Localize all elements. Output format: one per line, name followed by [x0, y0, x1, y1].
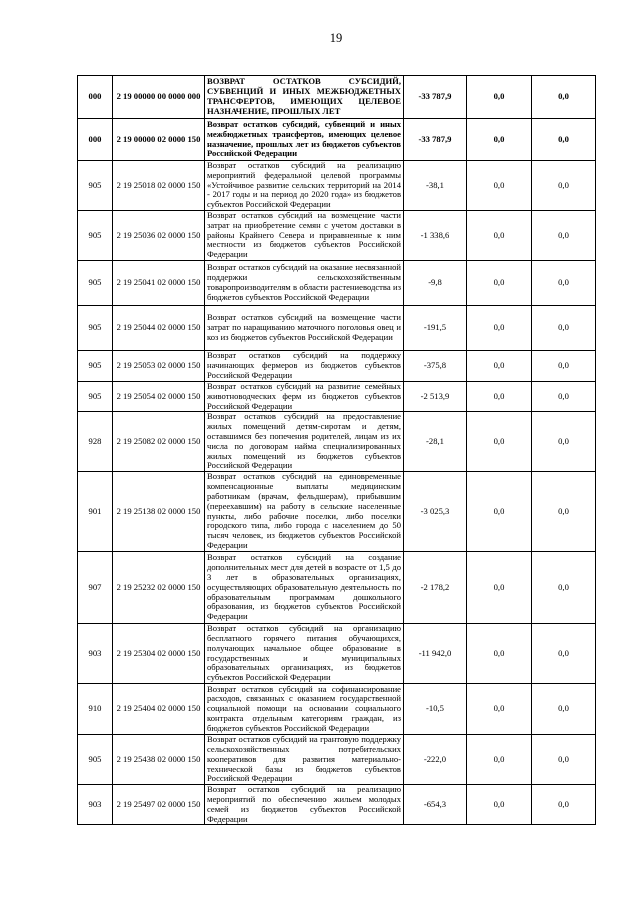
amount-3-cell: 0,0 — [532, 735, 596, 785]
amount-1-cell: -2 513,9 — [404, 382, 467, 412]
amount-1-cell: -2 178,2 — [404, 552, 467, 624]
revenue-name-cell: Возврат остатков субсидий на единовременные компенсационные выплаты медицинским работникам (врачам, фельдшерам), прибывшим (переехавшим) на работу в сельские населенные пункты, либо рабочие поселки, либо поселки городского типа, либо города с населением до 50 тысяч человек, из бюджетов субъектов Российской Федерации — [205, 472, 404, 552]
amount-1-cell: -11 942,0 — [404, 624, 467, 684]
table-row — [78, 735, 596, 785]
table-body — [78, 76, 596, 825]
amount-2-cell: 0,0 — [467, 211, 532, 261]
table-row — [78, 76, 596, 119]
amount-2-cell: 0,0 — [467, 472, 532, 552]
budget-code-cell: 2 19 25044 02 0000 150 — [113, 306, 205, 351]
admin-code-cell: 000 — [78, 119, 113, 161]
amount-3-cell: 0,0 — [532, 382, 596, 412]
amount-2-cell: 0,0 — [467, 552, 532, 624]
amount-1-cell: -28,1 — [404, 412, 467, 472]
amount-2-cell: 0,0 — [467, 76, 532, 119]
page-number: 19 — [329, 31, 343, 45]
revenue-name-cell: Возврат остатков субсидий на возмещение части затрат по наращиванию маточного поголовья овец и коз из бюджетов субъектов Российской Федерации — [205, 306, 404, 351]
budget-code-cell: 2 19 25082 02 0000 150 — [113, 412, 205, 472]
budget-code-cell: 2 19 25018 02 0000 150 — [113, 161, 205, 211]
admin-code-cell: 901 — [78, 472, 113, 552]
budget-code-cell: 2 19 25438 02 0000 150 — [113, 735, 205, 785]
table-row — [78, 624, 596, 684]
revenue-name-cell: Возврат остатков субсидий на создание дополнительных мест для детей в возрасте от 1,5 до 3 лет в образовательных организациях, осуществляющих образовательную деятельность по образовательным программам дошкольного образования, из бюджетов субъектов Российской Федерации — [205, 552, 404, 624]
table-row — [78, 552, 596, 624]
budget-code-cell: 2 19 25036 02 0000 150 — [113, 211, 205, 261]
amount-2-cell: 0,0 — [467, 684, 532, 735]
revenue-name-cell: ВОЗВРАТ ОСТАТКОВ СУБСИДИЙ, СУБВЕНЦИЙ И ИНЫХ МЕЖБЮДЖЕТНЫХ ТРАНСФЕРТОВ, ИМЕЮЩИХ ЦЕЛЕВОЕ НАЗНАЧЕНИЕ, ПРОШЛЫХ ЛЕТ — [205, 76, 404, 119]
amount-3-cell: 0,0 — [532, 472, 596, 552]
budget-code-cell: 2 19 25304 02 0000 150 — [113, 624, 205, 684]
amount-3-cell: 0,0 — [532, 412, 596, 472]
amount-3-cell: 0,0 — [532, 306, 596, 351]
amount-1-cell: -33 787,9 — [404, 76, 467, 119]
revenue-name-cell: Возврат остатков субсидий на оказание несвязанной поддержки сельскохозяйственным товаропроизводителям в области растениеводства из бюджетов субъектов Российской Федерации — [205, 261, 404, 306]
amount-1-cell: -9,8 — [404, 261, 467, 306]
amount-3-cell: 0,0 — [532, 119, 596, 161]
admin-code-cell: 905 — [78, 382, 113, 412]
budget-code-cell: 2 19 25497 02 0000 150 — [113, 785, 205, 825]
table-row — [78, 211, 596, 261]
table-row — [78, 119, 596, 161]
budget-code-cell: 2 19 25138 02 0000 150 — [113, 472, 205, 552]
amount-2-cell: 0,0 — [467, 412, 532, 472]
amount-1-cell: -222,0 — [404, 735, 467, 785]
budget-code-cell: 2 19 00000 00 0000 000 — [113, 76, 205, 119]
admin-code-cell: 905 — [78, 306, 113, 351]
admin-code-cell: 905 — [78, 261, 113, 306]
admin-code-cell: 928 — [78, 412, 113, 472]
admin-code-cell: 905 — [78, 351, 113, 382]
admin-code-cell: 903 — [78, 624, 113, 684]
amount-3-cell: 0,0 — [532, 76, 596, 119]
admin-code-cell: 903 — [78, 785, 113, 825]
table-row — [78, 161, 596, 211]
table-row — [78, 382, 596, 412]
table-row — [78, 306, 596, 351]
amount-1-cell: -38,1 — [404, 161, 467, 211]
revenue-name-cell: Возврат остатков субсидий на реализацию мероприятий федеральной целевой программы «Устойчивое развитие сельских территорий на 2014 - 2017 годы и на период до 2020 года» из бюджетов субъектов Российской Федерации — [205, 161, 404, 211]
table-row — [78, 684, 596, 735]
admin-code-cell: 000 — [78, 76, 113, 119]
amount-3-cell: 0,0 — [532, 785, 596, 825]
budget-code-cell: 2 19 25404 02 0000 150 — [113, 684, 205, 735]
table-row — [78, 351, 596, 382]
revenue-name-cell: Возврат остатков субсидий на поддержку начинающих фермеров из бюджетов субъектов Российской Федерации — [205, 351, 404, 382]
revenue-name-cell: Возврат остатков субсидий на развитие семейных животноводческих ферм из бюджетов субъектов Российской Федерации — [205, 382, 404, 412]
amount-3-cell: 0,0 — [532, 351, 596, 382]
amount-3-cell: 0,0 — [532, 261, 596, 306]
admin-code-cell: 910 — [78, 684, 113, 735]
revenue-name-cell: Возврат остатков субсидий на софинансирование расходов, связанных с оказанием государственной социальной помощи на основании социального контракта отдельным категориям граждан, из бюджетов субъектов Российской Федерации — [205, 684, 404, 735]
admin-code-cell: 905 — [78, 161, 113, 211]
amount-1-cell: -10,5 — [404, 684, 467, 735]
table-row — [78, 785, 596, 825]
revenue-name-cell: Возврат остатков субсидий на грантовую поддержку сельскохозяйственных потребительских кооперативов для развития материально-технической базы из бюджетов субъектов Российской Федерации — [205, 735, 404, 785]
amount-1-cell: -3 025,3 — [404, 472, 467, 552]
amount-3-cell: 0,0 — [532, 624, 596, 684]
admin-code-cell: 907 — [78, 552, 113, 624]
amount-2-cell: 0,0 — [467, 351, 532, 382]
amount-3-cell: 0,0 — [532, 161, 596, 211]
amount-1-cell: -1 338,6 — [404, 211, 467, 261]
amount-2-cell: 0,0 — [467, 161, 532, 211]
amount-2-cell: 0,0 — [467, 624, 532, 684]
amount-2-cell: 0,0 — [467, 785, 532, 825]
amount-1-cell: -33 787,9 — [404, 119, 467, 161]
revenue-name-cell: Возврат остатков субсидий на возмещение части затрат на приобретение семян с учетом доставки в районы Крайнего Севера и приравненные к ним местности из бюджетов субъектов Российской Федерации — [205, 211, 404, 261]
amount-3-cell: 0,0 — [532, 684, 596, 735]
amount-1-cell: -191,5 — [404, 306, 467, 351]
budget-code-cell: 2 19 25232 02 0000 150 — [113, 552, 205, 624]
amount-2-cell: 0,0 — [467, 735, 532, 785]
amount-3-cell: 0,0 — [532, 211, 596, 261]
amount-2-cell: 0,0 — [467, 306, 532, 351]
revenue-name-cell: Возврат остатков субсидий, субвенций и иных межбюджетных трансфертов, имеющих целевое назначение, прошлых лет из бюджетов субъектов Российской Федерации — [205, 119, 404, 161]
table-row — [78, 412, 596, 472]
amount-1-cell: -654,3 — [404, 785, 467, 825]
revenue-name-cell: Возврат остатков субсидий на организацию бесплатного горячего питания обучающихся, получающих начальное общее образование в государственных и муниципальных образовательных организациях, из бюджетов субъектов Российской Федерации — [205, 624, 404, 684]
admin-code-cell: 905 — [78, 211, 113, 261]
budget-code-cell: 2 19 25053 02 0000 150 — [113, 351, 205, 382]
revenue-name-cell: Возврат остатков субсидий на реализацию мероприятий по обеспечению жильем молодых семей из бюджетов субъектов Российской Федерации — [205, 785, 404, 825]
table-row — [78, 261, 596, 306]
revenue-name-cell: Возврат остатков субсидий на предоставление жилых помещений детям-сиротам и детям, оставшимся без попечения родителей, лицам из их числа по договорам найма специализированных жилых помещений из бюджетов субъектов Российской Федерации — [205, 412, 404, 472]
admin-code-cell: 905 — [78, 735, 113, 785]
amount-2-cell: 0,0 — [467, 119, 532, 161]
amount-2-cell: 0,0 — [467, 382, 532, 412]
budget-table — [77, 75, 596, 825]
budget-code-cell: 2 19 25054 02 0000 150 — [113, 382, 205, 412]
amount-2-cell: 0,0 — [467, 261, 532, 306]
budget-code-cell: 2 19 25041 02 0000 150 — [113, 261, 205, 306]
table-row — [78, 472, 596, 552]
amount-3-cell: 0,0 — [532, 552, 596, 624]
amount-1-cell: -375,8 — [404, 351, 467, 382]
budget-code-cell: 2 19 00000 02 0000 150 — [113, 119, 205, 161]
